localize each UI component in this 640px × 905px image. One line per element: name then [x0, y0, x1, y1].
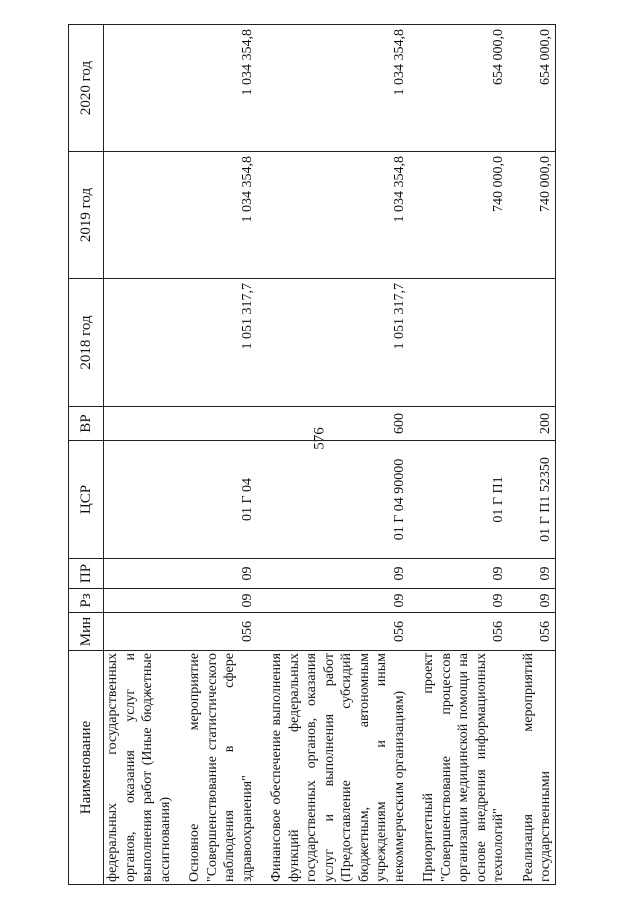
row-csr: 01 Г 04 90000 [268, 441, 408, 559]
header-2020: 2020 год [69, 25, 104, 152]
row-2018 [420, 279, 508, 407]
row-name: федеральных государственных органов, оказания услуг и выполнения работ (Иные бюджетные ассигнования) [104, 651, 175, 885]
row-min: 056 [420, 613, 508, 651]
row-pr: 09 [520, 559, 556, 589]
row-csr: 01 Г П1 52350 [520, 441, 556, 559]
row-name: Основное мероприятие "Совершенствование статистического наблюдения в сфере здравоохранения" [186, 651, 256, 885]
row-name: Реализация мероприятий государственными [520, 651, 556, 885]
row-rz: 09 [186, 589, 256, 613]
row-pr: 09 [186, 559, 256, 589]
row-2020: 654 000,0 [420, 25, 508, 152]
row-name: Приоритетный проект "Совершенствование процессов организации медицинской помощи на основе внедрения информационных технологий" [420, 651, 508, 885]
row-min: 056 [520, 613, 556, 651]
budget-table-container [68, 25, 608, 885]
row-rz: 09 [520, 589, 556, 613]
row-csr: 01 Г П1 [420, 441, 508, 559]
header-2019: 2019 год [69, 152, 104, 279]
row-min: 056 [186, 613, 256, 651]
row-spacer [256, 25, 268, 885]
header-pr: ПР [69, 559, 104, 589]
row-name: Финансовое обеспечение выполнения функций федеральных государственных органов, оказания услуг и выполнения работ (Предоставление субсидий бюджетным, автономным учреждениям и иным некоммерческим организациям) [268, 651, 408, 885]
row-2019: 1 034 354,8 [186, 152, 256, 279]
header-min: Мин [69, 613, 104, 651]
table-row [186, 25, 256, 885]
row-vr [420, 407, 508, 441]
row-rz: 09 [268, 589, 408, 613]
table-row [104, 25, 175, 885]
row-pr: 09 [420, 559, 508, 589]
row-spacer [508, 25, 520, 885]
row-spacer [174, 25, 186, 885]
row-rz [104, 589, 175, 613]
row-2020: 1 034 354,8 [186, 25, 256, 152]
row-2019: 1 034 354,8 [268, 152, 408, 279]
table-row [520, 25, 556, 885]
row-vr: 600 [268, 407, 408, 441]
row-pr [104, 559, 175, 589]
table-row [268, 25, 408, 885]
row-vr [186, 407, 256, 441]
header-rz: Рз [69, 589, 104, 613]
header-vr: ВР [69, 407, 104, 441]
table-row [420, 25, 508, 885]
row-2020 [104, 25, 175, 152]
row-csr [104, 441, 175, 559]
row-min [104, 613, 175, 651]
page-number: 576 [311, 427, 328, 450]
row-2019 [104, 152, 175, 279]
row-2018 [520, 279, 556, 407]
row-rz: 09 [420, 589, 508, 613]
row-2019: 740 000,0 [520, 152, 556, 279]
header-name: Наименование [69, 651, 104, 885]
budget-table [68, 24, 556, 885]
row-min: 056 [268, 613, 408, 651]
row-2020: 654 000,0 [520, 25, 556, 152]
row-csr: 01 Г 04 [186, 441, 256, 559]
header-csr: ЦСР [69, 441, 104, 559]
header-2018: 2018 год [69, 279, 104, 407]
header-row [69, 25, 104, 885]
row-pr: 09 [268, 559, 408, 589]
row-2019: 740 000,0 [420, 152, 508, 279]
row-2018: 1 051 317,7 [268, 279, 408, 407]
row-vr [104, 407, 175, 441]
row-2018: 1 051 317,7 [186, 279, 256, 407]
row-spacer [408, 25, 420, 885]
row-2018 [104, 279, 175, 407]
row-2020: 1 034 354,8 [268, 25, 408, 152]
row-vr: 200 [520, 407, 556, 441]
